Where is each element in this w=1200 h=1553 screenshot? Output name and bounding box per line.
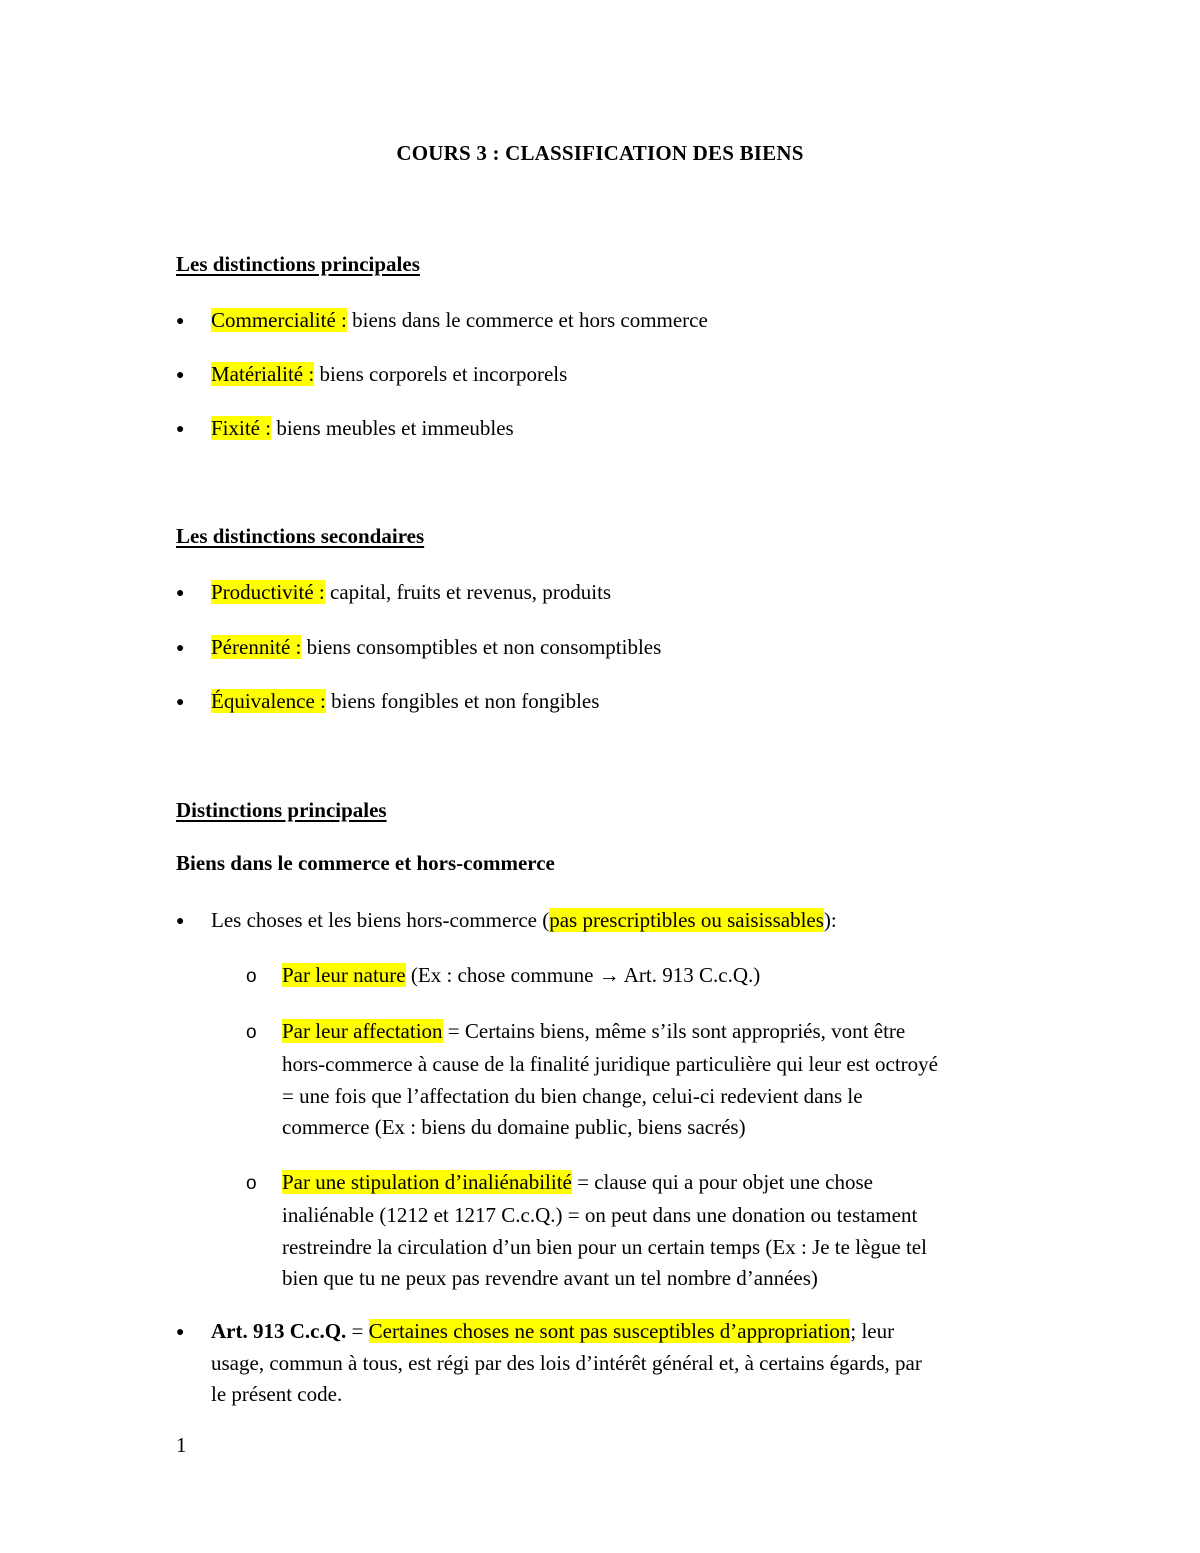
sub-list-item xyxy=(246,1015,905,1049)
section-heading-secondaires: Les distinctions secondaires xyxy=(176,524,425,548)
sub-item-line: bien que tu ne peux pas revendre avant un tel nombre d’années) xyxy=(282,1266,818,1290)
sub-item-text: = Certains biens, même s’ils sont appropriés, vont être xyxy=(442,1019,906,1043)
bullet-icon: ● xyxy=(176,695,185,710)
sub-item-line: restreindre la circulation d’un bien pour un certain temps (Ex : Je te lègue tel xyxy=(282,1235,927,1259)
bullet-icon: ● xyxy=(176,1325,185,1340)
item-text: capital, fruits et revenus, produits xyxy=(324,580,612,604)
item-text: biens meubles et immeubles xyxy=(271,416,514,440)
list-item xyxy=(176,358,567,392)
sub-item-text: = clause qui a pour objet une chose xyxy=(571,1170,873,1194)
sub-item-line: commerce (Ex : biens du domaine public, biens sacrés) xyxy=(282,1115,746,1139)
sub-item-label: Par leur nature xyxy=(282,963,406,987)
item-line: usage, commun à tous, est régi par des lois d’intérêt général et, à certains égards, par xyxy=(211,1351,922,1375)
sub-item-label: Par leur affectation xyxy=(282,1019,443,1043)
item-text: ; leur xyxy=(850,1319,895,1343)
item-text: biens consomptibles et non consomptibles xyxy=(301,635,662,659)
sub-item-text: Art. 913 C.c.Q.) xyxy=(619,963,761,987)
bullet-icon: ● xyxy=(176,914,185,929)
bullet-icon: ● xyxy=(176,422,185,437)
bullet-icon: ● xyxy=(176,368,185,383)
item-line: le présent code. xyxy=(211,1382,343,1406)
item-label: Équivalence : xyxy=(211,689,326,713)
article-reference: Art. 913 C.c.Q. xyxy=(211,1319,347,1343)
item-label: Matérialité : xyxy=(211,362,315,386)
item-label: Pérennité : xyxy=(211,635,302,659)
item-text: = xyxy=(346,1319,369,1343)
sub-list-item xyxy=(246,959,760,993)
item-highlight: pas prescriptibles ou saisissables xyxy=(549,908,824,932)
subsection-heading: Biens dans le commerce et hors-commerce xyxy=(176,851,555,875)
item-text: biens dans le commerce et hors commerce xyxy=(346,308,708,332)
list-item xyxy=(176,685,599,719)
arrow-right-icon: → xyxy=(598,963,620,987)
item-text: ): xyxy=(823,908,837,932)
sub-item-line: hors-commerce à cause de la finalité juridique particulière qui leur est octroyé xyxy=(282,1052,938,1076)
list-item xyxy=(176,412,514,446)
item-text: biens fongibles et non fongibles xyxy=(325,689,600,713)
list-item xyxy=(176,904,837,938)
section-heading-principales: Les distinctions principales xyxy=(176,252,420,276)
item-label: Productivité : xyxy=(211,580,325,604)
list-item xyxy=(176,576,611,610)
list-item xyxy=(176,1315,894,1349)
circle-bullet-icon: o xyxy=(246,1173,257,1194)
sub-item-line: = une fois que l’affectation du bien change, celui-ci redevient dans le xyxy=(282,1084,863,1108)
item-label: Fixité : xyxy=(211,416,272,440)
sub-list-item xyxy=(246,1166,873,1200)
sub-item-text: (Ex : chose commune xyxy=(405,963,599,987)
sub-item-line: inaliénable (1212 et 1217 C.c.Q.) = on peut dans une donation ou testament xyxy=(282,1203,918,1227)
list-item xyxy=(176,304,708,338)
circle-bullet-icon: o xyxy=(246,1022,257,1043)
page-title: COURS 3 : CLASSIFICATION DES BIENS xyxy=(396,141,804,165)
bullet-icon: ● xyxy=(176,314,185,329)
circle-bullet-icon: o xyxy=(246,966,257,987)
item-label: Commercialité : xyxy=(211,308,347,332)
bullet-icon: ● xyxy=(176,586,185,601)
bullet-icon: ● xyxy=(176,641,185,656)
item-text: Les choses et les biens hors-commerce ( xyxy=(211,908,550,932)
sub-item-label: Par une stipulation d’inaliénabilité xyxy=(282,1170,572,1194)
list-item xyxy=(176,631,661,665)
item-text: biens corporels et incorporels xyxy=(314,362,568,386)
section-heading-distinctions: Distinctions principales xyxy=(176,798,387,822)
item-highlight: Certaines choses ne sont pas susceptibles d’appropriation xyxy=(368,1319,851,1343)
page-number: 1 xyxy=(176,1433,187,1457)
